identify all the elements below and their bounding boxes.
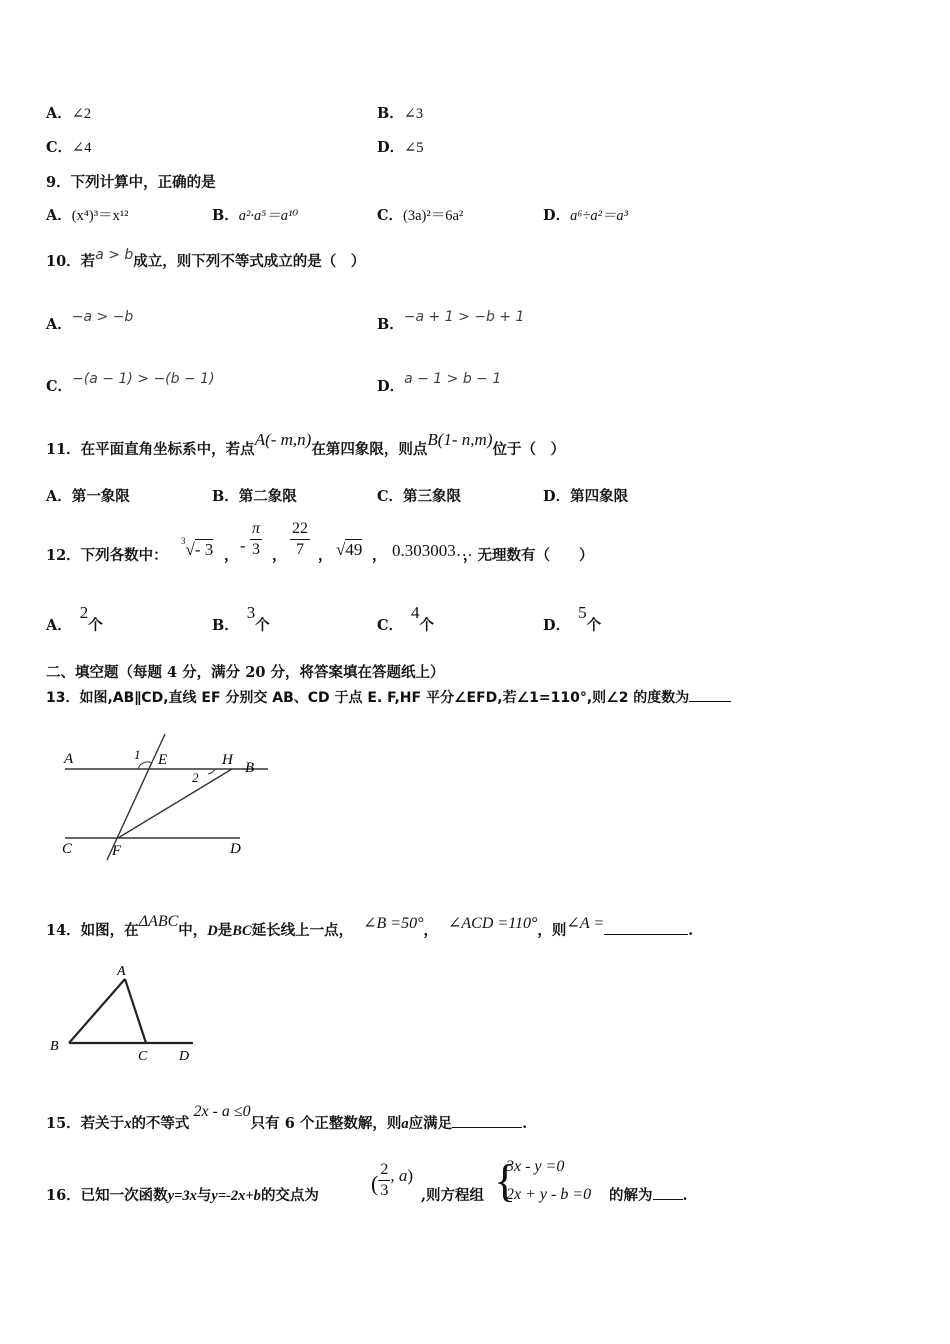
- q12-neg-sign: -: [240, 536, 246, 555]
- equation-2: 2x + y - b =0: [506, 1186, 592, 1203]
- label-D: D: [230, 841, 241, 857]
- q16-stem-suffix: 的解为 .: [609, 1187, 688, 1204]
- neg-pi-over-3: $\frac{\pi}{3}$: [252, 520, 261, 558]
- q12-sep-2: ，: [272, 547, 287, 564]
- q9-option-d: D．a⁶÷a²＝a³: [543, 207, 629, 224]
- q13-figure: [50, 720, 270, 865]
- equation-1: 3x - y =0: [506, 1158, 565, 1175]
- q10-option-d: D．a − 1 > b − 1: [377, 371, 502, 395]
- q12-sep-1: ，: [224, 547, 239, 564]
- label-H: H: [222, 752, 233, 768]
- intersection-point: ( $\frac{2}{3}$ , a): [371, 1161, 413, 1199]
- system-brace: {: [494, 1155, 517, 1206]
- tri-label-B: B: [50, 1039, 59, 1054]
- q9-option-c: C．(3a)²＝6a²: [377, 207, 464, 224]
- q12-stem-prefix: 12．下列各数中：: [46, 547, 168, 564]
- q12-option-c: C．4个: [377, 603, 435, 634]
- q15-stem: 15．若关于x的不等式2x - a ≤0只有 6 个正整数解，则a应满足 .: [46, 1103, 528, 1132]
- q14-figure: [45, 960, 205, 1065]
- q12-sep-4: ，: [372, 547, 387, 564]
- q9-option-a: A．(x⁴)³＝x¹²: [46, 207, 129, 224]
- q8-option-b: B．∠3: [377, 105, 424, 122]
- fraction-22-7: $\frac{22}{7}$: [292, 520, 308, 558]
- tri-label-D: D: [179, 1049, 190, 1064]
- label-B: B: [245, 760, 255, 776]
- q12-sep-3: ，: [318, 547, 333, 564]
- tri-label-C: C: [138, 1049, 148, 1064]
- q11-option-b: B．第二象限: [212, 488, 297, 505]
- tri-label-A: A: [117, 964, 126, 979]
- q12-option-a: A．2个: [46, 603, 103, 634]
- q11-stem: 11．在平面直角坐标系中，若点A(- m,n)在第四象限，则点B(1- n,m)位于（ ）: [46, 430, 565, 458]
- q10-option-b: B．−a + 1 > −b + 1: [377, 309, 525, 333]
- q8-option-c: C．∠4: [46, 139, 92, 156]
- q14-stem: 14．如图，在ΔABC中，D是BC延长线上一点， ∠B =50°， ∠ACD =110°，则∠A = .: [46, 913, 694, 939]
- q8-option-d: D．∠5: [377, 139, 424, 156]
- label-E: E: [158, 752, 168, 768]
- q10-stem: 10．若a > b成立，则下列不等式成立的是（ ）: [46, 247, 366, 270]
- q11-option-d: D．第四象限: [543, 488, 629, 505]
- section-2-heading: 二、填空题（每题 4 分，满分 20 分，将答案填在答题纸上）: [46, 664, 445, 681]
- q10-option-a: A．−a > −b: [46, 309, 134, 333]
- q12-stem-suffix: ，无理数有（ ）: [463, 547, 594, 564]
- angle-1-label: 1: [134, 747, 141, 762]
- q16-stem-mid: ,则方程组: [421, 1187, 485, 1204]
- q9-option-b: B．a²·a⁵＝a¹⁰: [212, 207, 299, 224]
- q11-option-c: C．第三象限: [377, 488, 462, 505]
- q13-stem: 13．如图,AB∥CD,直线 EF 分别交 AB、CD 于点 E. F,HF 平分∠EFD,若∠1=110°,则∠2 的度数为: [46, 687, 731, 707]
- q10-option-c: C．−(a − 1) > −(b − 1): [46, 371, 215, 395]
- angle-2-label: 2: [192, 770, 199, 785]
- q12-option-d: D．5个: [543, 603, 602, 634]
- label-A: A: [64, 751, 74, 767]
- q12-option-b: B．3个: [212, 603, 270, 634]
- q16-stem-prefix: 16．已知一次函数y=3x与y=-2x+b的交点为: [46, 1187, 319, 1204]
- q11-option-a: A．第一象限: [46, 488, 130, 505]
- q9-stem: 9．下列计算中，正确的是: [46, 174, 216, 191]
- label-C: C: [62, 841, 73, 857]
- label-F: F: [112, 843, 122, 859]
- sqrt-49: √49: [336, 540, 363, 559]
- q8-option-a: A．∠2: [46, 105, 92, 122]
- cube-root-minus-3: $^3$√- 3: [181, 536, 214, 559]
- decimal-0303003: 0.303003…: [392, 541, 473, 560]
